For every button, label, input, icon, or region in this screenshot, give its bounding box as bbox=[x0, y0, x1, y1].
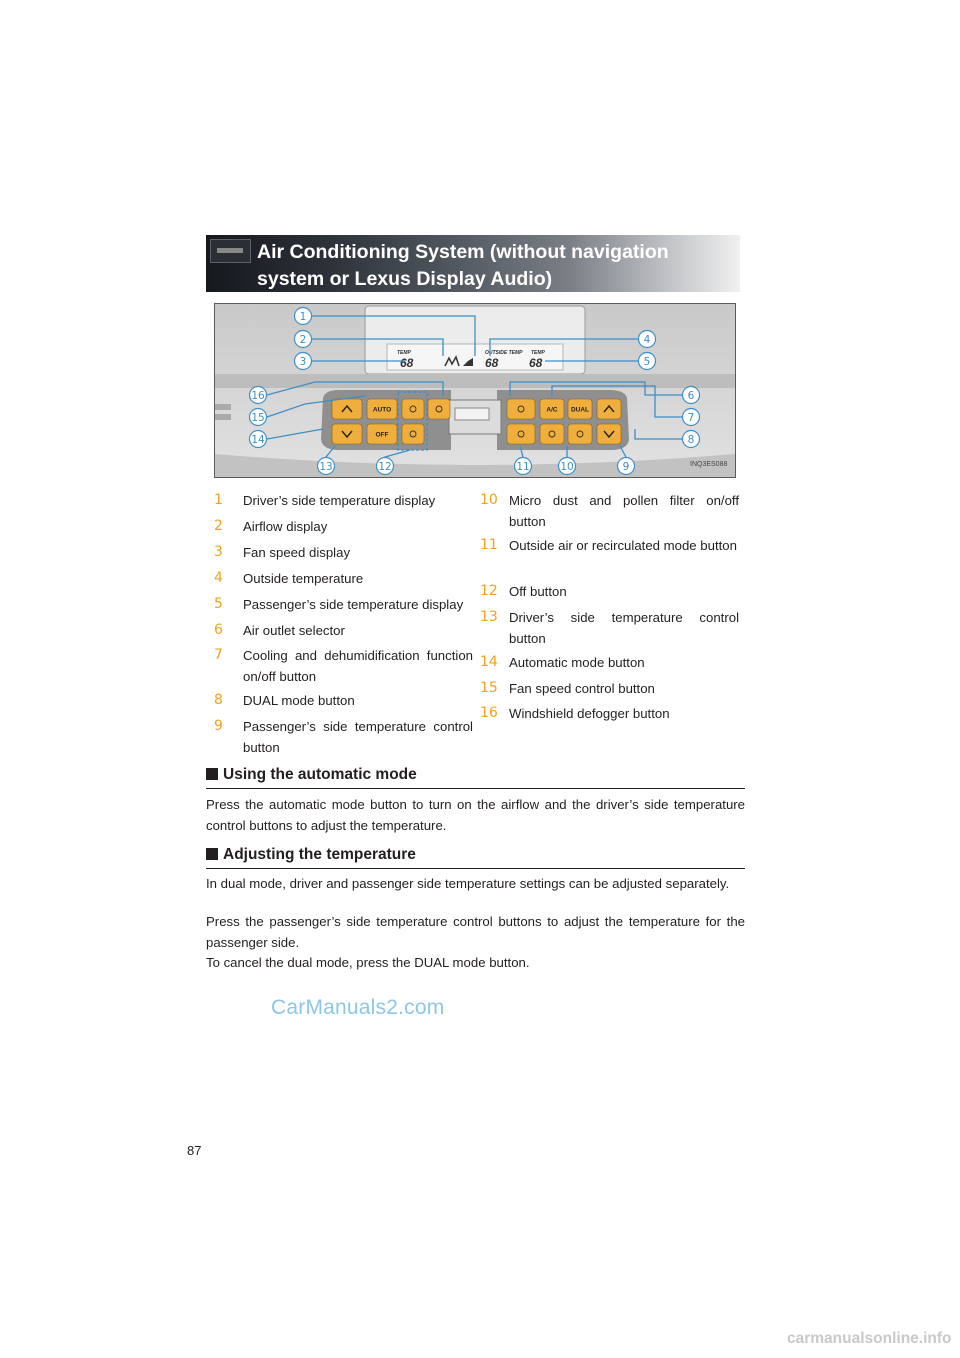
legend-text: Outside temperature bbox=[243, 571, 364, 586]
callout-marker bbox=[683, 409, 700, 426]
display-label-outside-temp: OUTSIDE TEMP bbox=[485, 350, 523, 356]
callout-marker bbox=[318, 458, 335, 475]
callout-number: 9 bbox=[622, 460, 630, 473]
legend-number: 3 bbox=[214, 544, 223, 560]
callout-marker bbox=[250, 387, 267, 404]
fan-button[interactable] bbox=[402, 399, 424, 419]
climate-panel-figure bbox=[214, 303, 736, 478]
callout-number: 11 bbox=[516, 460, 530, 473]
legend-number: 9 bbox=[214, 718, 223, 734]
legend-number: 12 bbox=[480, 583, 498, 599]
temp-down-button-left[interactable] bbox=[332, 424, 362, 444]
passenger-temp-value: 68 bbox=[529, 356, 543, 370]
callout-number: 1 bbox=[299, 310, 307, 323]
temp-up-button-left[interactable] bbox=[332, 399, 362, 419]
legend-number: 10 bbox=[480, 492, 498, 508]
temp-up-button-right[interactable] bbox=[597, 399, 621, 419]
header-thumbnail-icon bbox=[210, 239, 251, 263]
callout-number: 5 bbox=[643, 355, 651, 368]
svg-text:A/C: A/C bbox=[546, 406, 558, 414]
legend-text: Micro dust and pollen filter on/off button bbox=[509, 493, 739, 529]
section-heading-text: Adjusting the temperature bbox=[223, 846, 416, 863]
heading-bullet-icon bbox=[206, 768, 218, 780]
legend-text: Airflow display bbox=[243, 519, 328, 534]
legend-number: 5 bbox=[214, 596, 223, 612]
legend-text: Automatic mode button bbox=[509, 655, 645, 670]
outlet-button[interactable] bbox=[540, 424, 564, 444]
off-button[interactable] bbox=[367, 424, 397, 444]
callout-number: 10 bbox=[560, 460, 574, 473]
callout-number: 14 bbox=[251, 433, 265, 446]
legend-text: Passenger’s side temperature display bbox=[243, 597, 464, 612]
callout-marker bbox=[295, 308, 312, 325]
legend-number: 11 bbox=[480, 537, 498, 553]
legend-text: Off button bbox=[509, 584, 567, 599]
dual-button[interactable] bbox=[568, 399, 592, 419]
legend-text: DUAL mode button bbox=[243, 693, 355, 708]
outside-temp-value: 68 bbox=[485, 356, 499, 370]
legend-text: Outside air or recirculated mode button bbox=[509, 538, 737, 553]
heading-bullet-icon bbox=[206, 848, 218, 860]
display-label-temp-right: TEMP bbox=[531, 350, 545, 356]
defog-button[interactable] bbox=[428, 399, 450, 419]
legend-number: 14 bbox=[480, 654, 498, 670]
fan-down-button[interactable] bbox=[402, 424, 424, 444]
callout-marker bbox=[618, 458, 635, 475]
page-number: 87 bbox=[187, 1143, 202, 1158]
callout-number: 13 bbox=[319, 460, 333, 473]
section-heading-text: Using the automatic mode bbox=[223, 766, 417, 783]
legend-number: 8 bbox=[214, 692, 223, 708]
callout-marker bbox=[250, 431, 267, 448]
ac-button[interactable] bbox=[540, 399, 564, 419]
filter-button[interactable] bbox=[507, 399, 535, 419]
callout-number: 16 bbox=[251, 389, 265, 402]
callout-marker bbox=[683, 431, 700, 448]
callout-number: 8 bbox=[687, 433, 695, 446]
legend-number: 4 bbox=[214, 570, 223, 586]
legend-text: Cooling and dehumidification function on/off button bbox=[243, 648, 473, 684]
callout-number: 2 bbox=[299, 333, 307, 346]
callout-number: 7 bbox=[687, 411, 695, 424]
climate-panel-illustration bbox=[215, 304, 735, 477]
legend-number: 1 bbox=[214, 492, 223, 508]
legend-number: 2 bbox=[214, 518, 223, 534]
mode-button[interactable] bbox=[568, 424, 592, 444]
svg-text:OFF: OFF bbox=[375, 431, 389, 439]
section-heading-automatic-mode bbox=[206, 765, 745, 789]
legend-number: 6 bbox=[214, 622, 223, 638]
figure-code: INQ3ES088 bbox=[690, 461, 728, 468]
callout-marker bbox=[639, 331, 656, 348]
legend-number: 13 bbox=[480, 609, 498, 625]
legend-text: Fan speed display bbox=[243, 545, 351, 560]
legend-number: 16 bbox=[480, 705, 498, 721]
callout-marker bbox=[295, 353, 312, 370]
temp-down-button-right[interactable] bbox=[597, 424, 621, 444]
section-heading-adjusting-temperature bbox=[206, 845, 745, 869]
callout-marker bbox=[250, 409, 267, 426]
callout-marker bbox=[377, 458, 394, 475]
callout-number: 6 bbox=[687, 389, 695, 402]
legend-text: Fan speed control button bbox=[509, 681, 655, 696]
legend-text: Driver’s side temperature display bbox=[243, 493, 436, 508]
legend-text: Air outlet selector bbox=[243, 623, 345, 638]
callout-number: 15 bbox=[251, 411, 265, 424]
callout-marker bbox=[639, 353, 656, 370]
callout-marker bbox=[683, 387, 700, 404]
auto-button[interactable] bbox=[367, 399, 397, 419]
section-paragraph: Press the passenger’s side temperature control buttons to adjust the temperature for the passenger side. To cancel the dual mode, press the DUAL mode button. bbox=[206, 914, 745, 970]
callout-number: 12 bbox=[378, 460, 392, 473]
section-paragraph: Press the automatic mode button to turn on the airflow and the driver’s side temperature control buttons to adjust the temperature. bbox=[206, 797, 745, 833]
legend-number: 15 bbox=[480, 680, 498, 696]
legend-text: Passenger’s side temperature control button bbox=[243, 719, 473, 755]
legend-number: 7 bbox=[214, 647, 223, 663]
svg-text:DUAL: DUAL bbox=[570, 406, 590, 414]
page-title: Air Conditioning System (without navigation system or Lexus Display Audio) bbox=[257, 241, 669, 290]
driver-temp-value: 68 bbox=[400, 356, 414, 370]
callout-marker bbox=[515, 458, 532, 475]
svg-text:AUTO: AUTO bbox=[372, 406, 392, 414]
footer-site-link[interactable]: carmanualsonline.info bbox=[787, 1330, 952, 1347]
legend-text: Windshield defogger button bbox=[509, 706, 670, 721]
recirc-button[interactable] bbox=[507, 424, 535, 444]
callout-marker bbox=[559, 458, 576, 475]
callout-number: 4 bbox=[643, 333, 651, 346]
display-label-temp-left: TEMP bbox=[397, 350, 411, 356]
section-paragraph: In dual mode, driver and passenger side temperature settings can be adjusted separately. bbox=[206, 876, 730, 891]
watermark-link[interactable]: CarManuals2.com bbox=[271, 996, 445, 1019]
callout-marker bbox=[295, 331, 312, 348]
callout-number: 3 bbox=[299, 355, 307, 368]
legend-text: Driver’s side temperature control button bbox=[509, 610, 739, 646]
